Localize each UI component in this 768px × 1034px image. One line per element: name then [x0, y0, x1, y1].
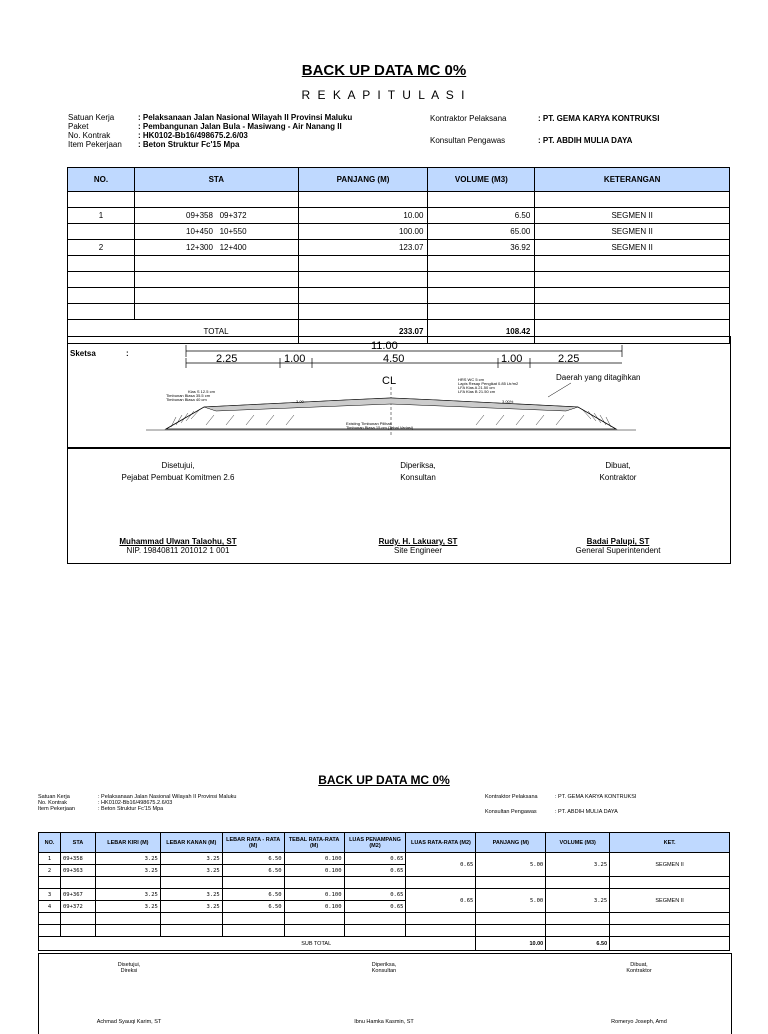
cell-kiri: 3.25	[95, 865, 160, 877]
cell-panjang: 123.07	[298, 240, 428, 256]
table-row	[39, 925, 730, 937]
sig-line2: Kontraktor	[599, 473, 637, 482]
sig-line2: Pejabat Pembuat Komitmen 2.6	[121, 473, 235, 482]
cell-kanan: 3.25	[160, 901, 222, 913]
cell-panjang: 5.00	[476, 889, 546, 913]
cell-sta	[134, 224, 298, 240]
rekap-table	[67, 167, 730, 344]
page2-signature-maker	[589, 962, 689, 974]
cell-panjang: 100.00	[298, 224, 428, 240]
cell-tebal: 0.100	[284, 889, 344, 901]
cell-ket: SEGMEN II	[535, 224, 730, 240]
table-row	[68, 272, 730, 288]
cell-ket: SEGMEN II	[535, 208, 730, 224]
detail-table	[38, 832, 730, 951]
cell-ket: SEGMEN II	[610, 853, 730, 877]
dim-label-4: 1.00	[501, 353, 523, 365]
info-value: : Pelaksanaan Jalan Nasional Wilayah II Provinsi Maluku	[138, 113, 353, 122]
dim-total: 11.00	[371, 340, 398, 352]
header-sta: STA	[60, 833, 95, 853]
info-value: : Beton Struktur Fc'15 Mpa	[138, 140, 240, 149]
header-ket: KET.	[610, 833, 730, 853]
page-subtitle: R E K A P I T U L A S I	[301, 88, 467, 102]
cell-volume: 36.92	[428, 240, 535, 256]
sig-role: NIP. 19840811 201012 1 001	[126, 546, 230, 555]
sta-from: 10+450	[186, 227, 213, 236]
cell-ket: SEGMEN II	[535, 240, 730, 256]
cell-volume: 65.00	[428, 224, 535, 240]
subtotal-panjang: 10.00	[476, 937, 546, 951]
cell-tebal: 0.100	[284, 853, 344, 865]
info-label: Kontraktor Pelaksana	[430, 114, 507, 123]
sta-to: 12+400	[219, 243, 247, 252]
table-row	[39, 889, 730, 901]
info-value: : Pelaksanaan Jalan Nasional Wilayah II Provinsi Maluku	[98, 794, 237, 800]
info-label: Item Pekerjaan	[68, 140, 122, 149]
dim-label-5: 2.25	[558, 353, 580, 365]
right-note-1: HRS WC 5 cm	[458, 377, 484, 382]
sig-name: Muhammad Ulwan Talaohu, ST	[119, 537, 237, 546]
info-label: Item Pekerjaan	[38, 806, 75, 812]
page-title: BACK UP DATA MC 0%	[301, 62, 467, 79]
info-right	[430, 113, 730, 145]
info-value: : PT. GEMA KARYA KONTRUKSI	[538, 114, 660, 123]
table-row	[68, 240, 730, 256]
table-row	[68, 256, 730, 272]
info-value: : Pembangunan Jalan Bula - Masiwang - Air Nanang II	[138, 122, 342, 131]
sig-line1: Disetujui,	[117, 962, 141, 968]
left-note-1: Klas S 12.5 cm	[188, 389, 215, 394]
table-row	[68, 224, 730, 240]
cell-tebal: 0.100	[284, 901, 344, 913]
header-no: NO.	[68, 168, 135, 192]
table-row	[68, 192, 730, 208]
billed-area-note: Daerah yang ditagihkan	[556, 373, 641, 382]
slope-right: 3.00%	[502, 399, 514, 404]
cell-sta: 09+358	[60, 853, 95, 865]
cell-luas: 0.65	[344, 889, 406, 901]
cell-luas-rata: 0.65	[406, 889, 476, 913]
cell-sta	[134, 240, 298, 256]
signature-approver	[88, 461, 268, 482]
subtotal-volume: 6.50	[546, 937, 610, 951]
cell-no: 3	[39, 889, 61, 901]
header-tebal-rata: TEBAL RATA-RATA (M)	[284, 833, 344, 853]
table-row	[39, 853, 730, 865]
header-keterangan: KETERANGAN	[535, 168, 730, 192]
info-label: Kontraktor Pelaksana	[485, 794, 538, 800]
info-label: Konsultan Pengawas	[485, 809, 537, 815]
sig-line1: Disetujui,	[161, 461, 195, 470]
cell-lebar: 6.50	[222, 865, 284, 877]
cell-luas-rata: 0.65	[406, 853, 476, 877]
header-lebar-kanan: LEBAR KANAN (M)	[160, 833, 222, 853]
cell-lebar: 6.50	[222, 901, 284, 913]
table-row	[68, 288, 730, 304]
header-panjang: PANJANG (M)	[298, 168, 428, 192]
total-label: TOTAL	[134, 320, 298, 344]
page2-signature-box	[38, 953, 732, 1034]
sketsa-colon: :	[126, 349, 129, 358]
cell-no: 2	[68, 240, 135, 256]
info-value: : PT. ABDIH MULIA DAYA	[538, 136, 633, 145]
info-value: : HK0102-Bb16/498675.2.6/03	[138, 131, 248, 140]
cell-no: 2	[39, 865, 61, 877]
dim-label-3: 4.50	[383, 353, 405, 365]
sig-line1: Dibuat,	[605, 461, 631, 470]
signature-checker-name	[328, 537, 508, 555]
bottom-note-2: Timbunan Biasa 15 cm (Tebal Variasi)	[346, 425, 414, 430]
cell-kiri: 3.25	[95, 853, 160, 865]
sig-name: Badai Palupi, ST	[586, 537, 650, 546]
cell-no	[68, 224, 135, 240]
sig-role: General Superintendent	[575, 546, 661, 555]
cell-lebar: 6.50	[222, 853, 284, 865]
info-value: : HK0102-Bb16/498675.2.6/03	[98, 800, 173, 806]
page2-sig-name-approver: Achmad Syauqi Karim, ST	[96, 1019, 162, 1025]
cell-kiri: 3.25	[95, 901, 160, 913]
cell-sta: 09+372	[60, 901, 95, 913]
page2-sig-name-checker: Ibnu Hamka Kasmin, ST	[354, 1019, 414, 1025]
header-no: NO.	[39, 833, 61, 853]
info-label: Satuan Kerja	[38, 794, 70, 800]
cell-luas: 0.65	[344, 865, 406, 877]
cell-panjang: 5.00	[476, 853, 546, 877]
sta-to: 09+372	[219, 211, 247, 220]
cell-volume: 6.50	[428, 208, 535, 224]
slope-left: 3.00	[296, 399, 304, 404]
sig-line1: Diperiksa,	[371, 962, 397, 968]
bottom-note-1: Existing Timbunan Pilihan	[346, 421, 392, 426]
header-panjang: PANJANG (M)	[476, 833, 546, 853]
signature-approver-name	[88, 537, 268, 555]
page2-sig-name-maker: Romeryo Joseph, Amd	[611, 1019, 667, 1025]
total-panjang: 233.07	[298, 320, 428, 344]
table-row	[68, 208, 730, 224]
info-label: Paket	[68, 122, 89, 131]
cell-sta: 09+367	[60, 889, 95, 901]
header-sta: STA	[134, 168, 298, 192]
sig-role: Site Engineer	[393, 546, 443, 555]
cell-luas: 0.65	[344, 901, 406, 913]
sig-line2: Konsultan	[371, 968, 397, 974]
sta-from: 12+300	[186, 243, 213, 252]
sig-line1: Dibuat,	[630, 962, 648, 968]
cell-panjang: 10.00	[298, 208, 428, 224]
page2-signature-approver	[79, 962, 179, 974]
cell-sta: 09+363	[60, 865, 95, 877]
sig-line2: Konsultan	[400, 473, 436, 482]
cell-luas: 0.65	[344, 853, 406, 865]
cell-no: 4	[39, 901, 61, 913]
info-value: : Beton Struktur Fc'15 Mpa	[98, 806, 164, 812]
header-luas-rata: LUAS RATA-RATA (M2)	[406, 833, 476, 853]
info-label: Konsultan Pengawas	[430, 136, 506, 145]
page2-info-left	[38, 794, 438, 812]
info-label: Satuan Kerja	[68, 113, 115, 122]
header-lebar-kiri: LEBAR KIRI (M)	[95, 833, 160, 853]
cell-no: 1	[39, 853, 61, 865]
left-note-3: Timbunan Biasa 40 cm	[166, 397, 207, 402]
table-row	[68, 304, 730, 320]
sig-line2: Direksi	[120, 968, 138, 974]
header-lebar-rata: LEBAR RATA - RATA (M)	[222, 833, 284, 853]
road-cross-section	[146, 337, 706, 445]
signature-checker	[328, 461, 508, 482]
total-volume: 108.42	[428, 320, 535, 344]
centerline-label: CL	[382, 375, 397, 387]
signature-box	[67, 448, 731, 564]
cell-kanan: 3.25	[160, 853, 222, 865]
header-volume: VOLUME (M3)	[546, 833, 610, 853]
sig-line2: Kontraktor	[626, 968, 652, 974]
sta-from: 09+358	[186, 211, 213, 220]
page2-title: BACK UP DATA MC 0%	[318, 773, 450, 787]
sketsa-label: Sketsa	[70, 349, 96, 358]
signature-maker	[528, 461, 708, 482]
right-note-2: Lapis Resap Pengikat 0.85 Ltr/m2	[458, 381, 519, 386]
header-volume: VOLUME (M3)	[428, 168, 535, 192]
sig-name: Rudy. H. Lakuary, ST	[378, 537, 458, 546]
right-note-4: LFA Klas B 21.50 cm	[458, 389, 496, 394]
cell-volume: 3.25	[546, 889, 610, 913]
info-label: No. Kontrak	[38, 800, 68, 806]
page2-info-right	[485, 794, 735, 815]
right-note-3: LFA Klas A 21.50 cm	[458, 385, 495, 390]
sig-line1: Diperiksa,	[400, 461, 436, 470]
subtotal-label: SUB TOTAL	[39, 937, 476, 951]
cell-sta	[134, 208, 298, 224]
cell-no: 1	[68, 208, 135, 224]
cell-lebar: 6.50	[222, 889, 284, 901]
sta-to: 10+550	[219, 227, 247, 236]
info-value: : PT. ABDIH MULIA DAYA	[555, 809, 618, 815]
info-value: : PT. GEMA KARYA KONTRUKSI	[555, 794, 637, 800]
cell-kiri: 3.25	[95, 889, 160, 901]
table-row	[39, 913, 730, 925]
header-luas-penampang: LUAS PENAMPANG (M2)	[344, 833, 406, 853]
info-label: No. Kontrak	[68, 131, 111, 140]
signature-maker-name	[528, 537, 708, 555]
left-note-2: Timbunan Biasa 35.5 cm	[166, 393, 211, 398]
cell-tebal: 0.100	[284, 865, 344, 877]
cell-kanan: 3.25	[160, 889, 222, 901]
cell-ket: SEGMEN II	[610, 889, 730, 913]
table-row	[39, 877, 730, 889]
sketsa-box	[67, 336, 731, 448]
info-left	[68, 113, 428, 149]
dim-label-1: 2.25	[216, 353, 238, 365]
cell-volume: 3.25	[546, 853, 610, 877]
page2-signature-checker	[334, 962, 434, 974]
cell-kanan: 3.25	[160, 865, 222, 877]
subtotal-row	[39, 937, 730, 951]
dim-label-2: 1.00	[284, 353, 306, 365]
